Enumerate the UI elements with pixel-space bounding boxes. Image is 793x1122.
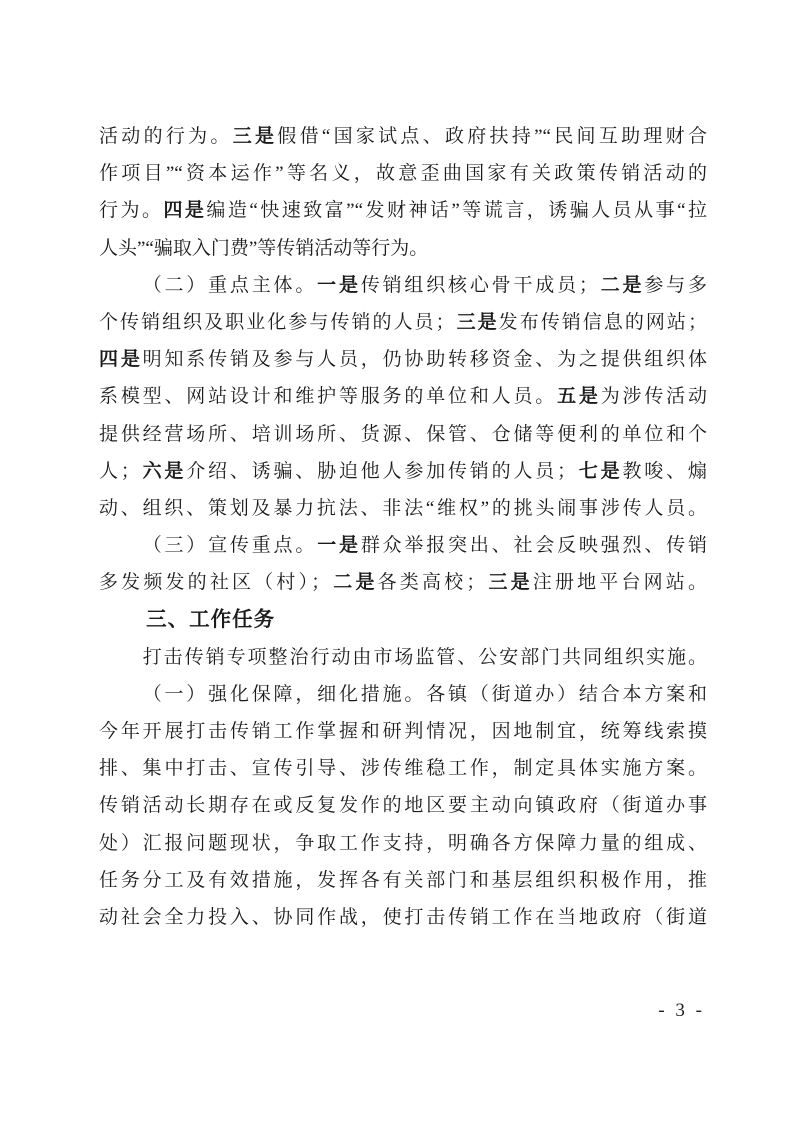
text-run: 注册地平台网站。	[532, 572, 707, 594]
text-run: 明知系传销及参与人员，仍协助转移资金、为之提供组织体	[142, 349, 707, 371]
emphasis-run: 三是	[454, 311, 499, 333]
text-line	[99, 825, 707, 862]
text-line	[99, 118, 707, 155]
text-run: 排、集中打击、宣传引导、涉传维稳工作，制定具体实施方案。	[99, 758, 707, 780]
text-run: 假借“国家试点、政府扶持”“民间互助理财合	[277, 126, 707, 147]
emphasis-run: 五是	[557, 386, 601, 408]
text-line	[99, 416, 707, 453]
text-run: 三、工作任务	[146, 608, 276, 632]
emphasis-run: 二是	[597, 274, 645, 296]
text-line	[99, 267, 707, 304]
text-line	[99, 750, 707, 787]
page-number: - 3 -	[658, 1000, 705, 1021]
text-run: 传销组织核心骨干成员；	[360, 274, 598, 296]
text-run: 处）汇报问题现状，争取工作支持，明确各方保障力量的组成、	[99, 832, 707, 854]
text-run: 行为。	[99, 200, 164, 222]
text-run: 参与多	[644, 274, 707, 296]
text-run: 编造“快速致富”“发财神话”等谎言，诱骗人员从事“拉	[206, 200, 707, 222]
text-run: 任务分工及有效措施，发挥各有关部门和基层组织积极作用，推	[99, 869, 707, 891]
text-run: 发布传销信息的网站；	[498, 311, 707, 333]
text-run: 活动的行为。	[99, 126, 233, 147]
text-line	[99, 192, 707, 229]
text-run: 各类高校；	[377, 572, 486, 594]
text-run: 提供经营场所、培训场所、货源、保管、仓储等便利的单位和个	[99, 423, 707, 445]
text-line	[99, 230, 707, 267]
text-line	[99, 490, 707, 527]
text-line	[99, 564, 707, 601]
text-run: 为涉传活动	[600, 386, 707, 408]
text-run: 教唆、煽	[622, 460, 707, 482]
text-line	[99, 713, 707, 750]
text-line	[99, 527, 707, 564]
text-line	[99, 304, 707, 341]
text-line	[99, 639, 707, 676]
text-run: 介绍、诱骗、胁迫他人参加传销的人员；	[186, 460, 577, 482]
text-line	[99, 155, 707, 192]
text-run: 人；	[99, 460, 140, 482]
emphasis-run: 四是	[99, 349, 143, 371]
text-line	[99, 899, 707, 936]
emphasis-run: 二是	[330, 572, 378, 594]
text-run: 动、组织、策划及暴力抗法、非法“维权”的挑头闹事涉传人员。	[99, 497, 707, 519]
emphasis-run: 六是	[139, 460, 187, 482]
text-run: 动社会全力投入、协同作战，使打击传销工作在当地政府（街道	[99, 906, 707, 928]
text-run: （二）重点主体。	[142, 274, 318, 296]
text-run: 打击传销专项整治行动由市场监管、公安部门共同组织实施。	[142, 646, 707, 668]
text-run: 多发频发的社区（村）；	[99, 572, 331, 594]
text-line	[99, 341, 707, 378]
emphasis-run: 三是	[485, 572, 533, 594]
text-run: 今年开展打击传销工作掌握和研判情况，因地制宜，统筹线索摸	[99, 721, 707, 742]
text-run: 个传销组织及职业化参与传销的人员；	[99, 311, 455, 333]
text-run: 系模型、网站设计和维护等服务的单位和人员。	[99, 386, 558, 408]
text-run: 群众举报突出、社会反映强烈、传销	[360, 535, 707, 557]
section-heading	[99, 601, 707, 638]
emphasis-run: 三是	[232, 126, 278, 147]
text-run: 传销活动长期存在或反复发作的地区要主动向镇政府（街道办事	[99, 795, 707, 817]
emphasis-run: 七是	[576, 460, 623, 482]
text-line	[99, 453, 707, 490]
text-line	[99, 787, 707, 824]
emphasis-run: 一是	[317, 274, 361, 296]
text-line	[99, 378, 707, 415]
emphasis-run: 一是	[317, 535, 361, 557]
text-run: 作项目”“资本运作”等名义，故意歪曲国家有关政策传销活动的	[99, 163, 707, 185]
document-body	[99, 118, 707, 936]
text-run: （三）宣传重点。	[142, 535, 318, 557]
emphasis-run: 四是	[163, 200, 207, 222]
text-run: （一）强化保障，细化措施。各镇（街道办）结合本方案和	[142, 683, 707, 705]
text-line	[99, 862, 707, 899]
text-run: 人头”“骗取入门费”等传销活动等行为。	[99, 237, 429, 259]
text-line	[99, 676, 707, 713]
